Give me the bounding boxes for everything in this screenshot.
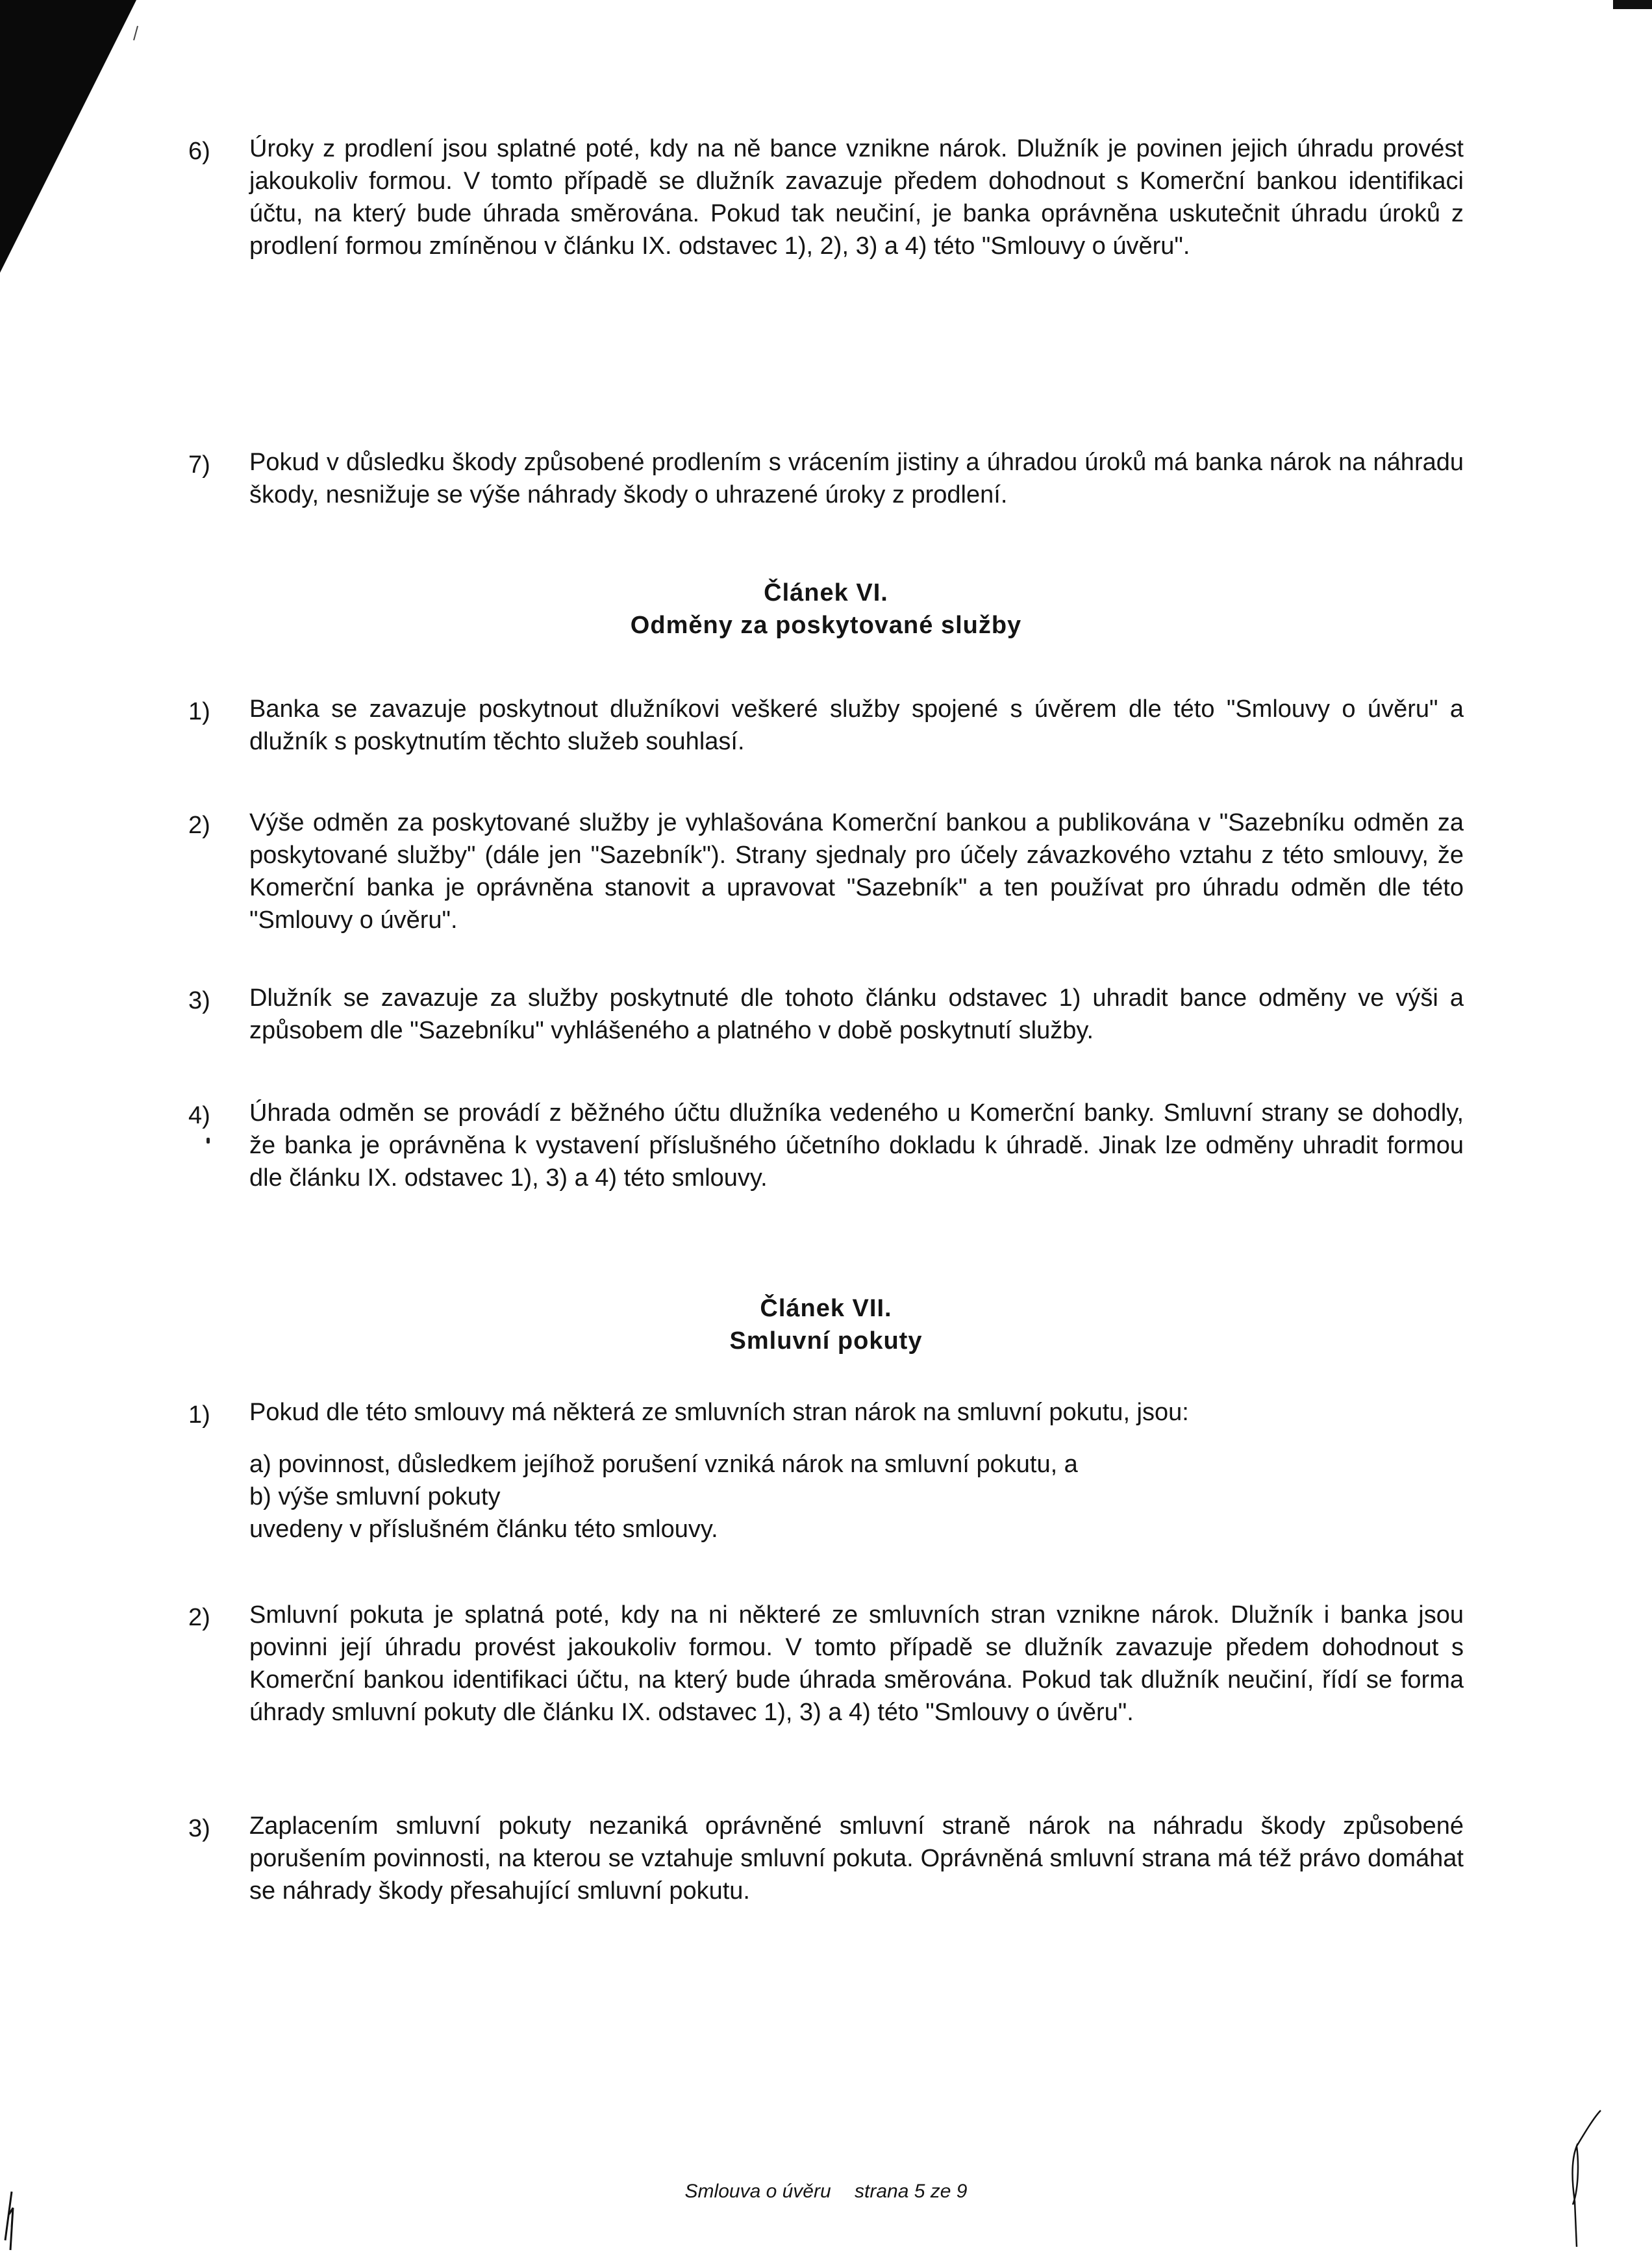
ink-mark <box>206 1138 210 1144</box>
item-number: 1) <box>188 1401 210 1429</box>
scan-corner-mark <box>1613 0 1652 9</box>
item-number: 3) <box>188 987 210 1014</box>
item-text: Úhrada odměn se provádí z běžného účtu dlužníka vedeného u Komerční banky. Smluvní strany se dohodly, že banka je oprávněna k vystavení příslušného účetního dokladu k úhradě. Jinak lze odměny uhradit formou dle článku IX. odstavec 1), 3) a 4) této smlouvy. <box>249 1099 1464 1192</box>
item-text: Pokud v důsledku škody způsobené prodlením s vrácením jistiny a úhradou úroků má banka nárok na náhradu škody, nesnižuje se výše náhrady škody o uhrazené úroky z prodlení. <box>249 449 1464 508</box>
item-number: 7) <box>188 451 210 479</box>
page-footer <box>0 2181 1652 2203</box>
item-text: Smluvní pokuta je splatná poté, kdy na ni některé ze smluvních stran vznikne nárok. Dlužník i banka jsou povinni její úhradu provést jakoukoliv formou. V tomto případě se dlužník zavazuje předem dohodnout s Komerční bankou identifikaci účtu, na který bude úhrada směrována. Pokud tak dlužník neučiní, řídí se forma úhrady smluvní pokuty dle článku IX. odstavec 1), 3) a 4) této "Smlouvy o úvěru". <box>249 1601 1464 1726</box>
handwritten-initials-left <box>0 2188 39 2252</box>
handwritten-signature-right <box>1546 2107 1623 2250</box>
item-number: 2) <box>188 1604 210 1631</box>
article-number: Článek VII. <box>760 1295 892 1322</box>
item-number: 4) <box>188 1102 210 1129</box>
item-number: 1) <box>188 698 210 725</box>
sublist-line: a) povinnost, důsledkem jejíhož porušení vzniká nárok na smluvní pokutu, a <box>249 1451 1078 1478</box>
item-text: Banka se zavazuje poskytnout dlužníkovi veškeré služby spojené s úvěrem dle této "Smlouvy o úvěru" a dlužník s poskytnutím těchto služeb souhlasí. <box>249 695 1464 755</box>
item-text: Zaplacením smluvní pokuty nezaniká oprávněné smluvní straně nárok na náhradu škody způsobené porušením povinnosti, na kterou se vztahuje smluvní pokuta. Oprávněná smluvní strana má též právo domáhat se náhrady škody přesahující smluvní pokutu. <box>249 1812 1464 1905</box>
article-number: Článek VI. <box>764 579 888 607</box>
item-text: Úroky z prodlení jsou splatné poté, kdy na ně bance vznikne nárok. Dlužník je povinen jejich úhradu provést jakoukoliv formou. V tomto případě se dlužník zavazuje předem dohodnout s Komerční bankou identifikaci účtu, na který bude úhrada směrována. Pokud tak neučiní, je banka oprávněna uskutečnit úhradu úroků z prodlení formou zmíněnou v článku IX. odstavec 1), 2), 3) a 4) této "Smlouvy o úvěru". <box>249 135 1464 260</box>
item-text: Výše odměn za poskytované služby je vyhlašována Komerční bankou a publikována v "Sazebníku odměn za poskytované služby" (dále jen "Sazebník"). Strany sjednaly pro účely závazkového vztahu z této smlouvy, že Komerční banka je oprávněna stanovit a upravovat "Sazebník" a ten používat pro úhradu odměn dle této "Smlouvy o úvěru". <box>249 809 1464 934</box>
article-vii-heading <box>0 1292 1652 1357</box>
sublist-line: b) výše smluvní pokuty <box>249 1483 501 1510</box>
footer-document-title: Smlouva o úvěru <box>684 2181 831 2202</box>
item-number: 2) <box>188 812 210 839</box>
article-vi-heading <box>0 577 1652 642</box>
article-title: Smluvní pokuty <box>729 1327 923 1355</box>
sublist-line: uvedeny v příslušném článku této smlouvy. <box>249 1516 718 1543</box>
item-text: Dlužník se zavazuje za služby poskytnuté dle tohoto článku odstavec 1) uhradit bance odměny ve výši a způsobem dle "Sazebníku" vyhlášeného a platného v době poskytnutí služby. <box>249 984 1464 1044</box>
scan-shadow-edge <box>0 0 149 273</box>
footer-page-number: strana 5 ze 9 <box>855 2181 968 2202</box>
article-title: Odměny za poskytované služby <box>630 612 1022 639</box>
item-number: 6) <box>188 138 210 165</box>
item-intro: Pokud dle této smlouvy má některá ze smluvních stran nárok na smluvní pokutu, jsou: <box>249 1399 1189 1426</box>
item-number: 3) <box>188 1815 210 1842</box>
item-sublist <box>249 1448 1464 1545</box>
